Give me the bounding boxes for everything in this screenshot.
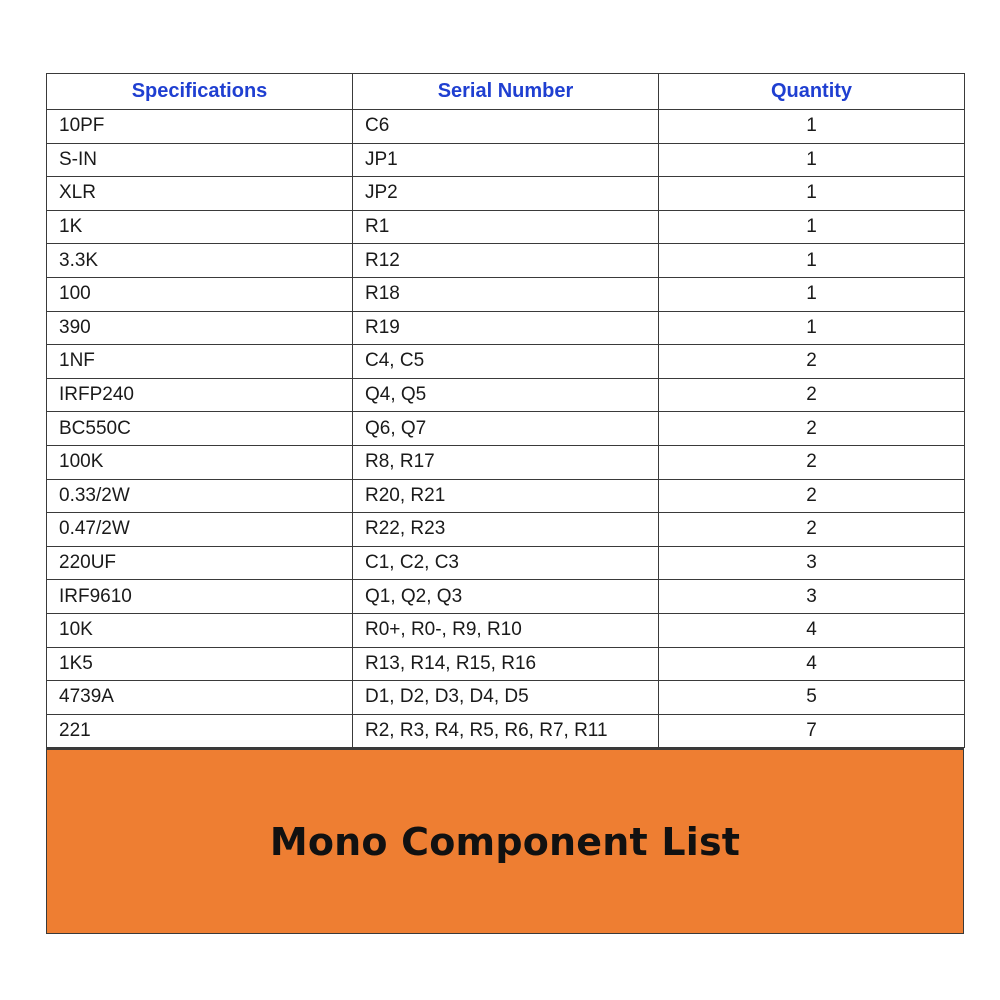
spec-cell: S-IN <box>47 143 353 177</box>
banner-title: Mono Component List <box>269 819 741 864</box>
quantity-cell: 1 <box>659 311 965 345</box>
quantity-cell: 2 <box>659 378 965 412</box>
quantity-cell: 3 <box>659 580 965 614</box>
serial-cell: D1, D2, D3, D4, D5 <box>353 681 659 715</box>
serial-cell: Q4, Q5 <box>353 378 659 412</box>
quantity-cell: 1 <box>659 110 965 144</box>
title-banner <box>46 748 964 934</box>
table-row <box>47 580 965 614</box>
quantity-cell: 1 <box>659 143 965 177</box>
quantity-cell: 2 <box>659 412 965 446</box>
table-header-row <box>47 74 965 110</box>
table-row <box>47 277 965 311</box>
header-quantity: Quantity <box>659 74 965 110</box>
table-row <box>47 681 965 715</box>
component-table <box>46 73 965 748</box>
quantity-cell: 4 <box>659 613 965 647</box>
quantity-cell: 7 <box>659 714 965 748</box>
table-row <box>47 513 965 547</box>
quantity-cell: 1 <box>659 177 965 211</box>
serial-cell: Q6, Q7 <box>353 412 659 446</box>
table-row <box>47 345 965 379</box>
quantity-cell: 1 <box>659 210 965 244</box>
table-row <box>47 412 965 446</box>
quantity-cell: 3 <box>659 546 965 580</box>
spec-cell: BC550C <box>47 412 353 446</box>
serial-cell: R1 <box>353 210 659 244</box>
spec-cell: IRFP240 <box>47 378 353 412</box>
spec-cell: 4739A <box>47 681 353 715</box>
table-row <box>47 714 965 748</box>
spec-cell: 1K <box>47 210 353 244</box>
quantity-cell: 1 <box>659 277 965 311</box>
header-serial-number: Serial Number <box>353 74 659 110</box>
serial-cell: R20, R21 <box>353 479 659 513</box>
table-row <box>47 647 965 681</box>
component-sheet <box>46 73 964 934</box>
quantity-cell: 2 <box>659 479 965 513</box>
serial-cell: C4, C5 <box>353 345 659 379</box>
serial-cell: C1, C2, C3 <box>353 546 659 580</box>
quantity-cell: 2 <box>659 445 965 479</box>
spec-cell: XLR <box>47 177 353 211</box>
spec-cell: 1K5 <box>47 647 353 681</box>
spec-cell: 0.33/2W <box>47 479 353 513</box>
table-row <box>47 479 965 513</box>
spec-cell: 0.47/2W <box>47 513 353 547</box>
table-row <box>47 613 965 647</box>
serial-cell: JP1 <box>353 143 659 177</box>
table-row <box>47 210 965 244</box>
table-row <box>47 378 965 412</box>
spec-cell: IRF9610 <box>47 580 353 614</box>
quantity-cell: 2 <box>659 345 965 379</box>
table-row <box>47 445 965 479</box>
serial-cell: R8, R17 <box>353 445 659 479</box>
spec-cell: 100 <box>47 277 353 311</box>
spec-cell: 10K <box>47 613 353 647</box>
serial-cell: R18 <box>353 277 659 311</box>
serial-cell: R19 <box>353 311 659 345</box>
table-row <box>47 546 965 580</box>
spec-cell: 221 <box>47 714 353 748</box>
quantity-cell: 4 <box>659 647 965 681</box>
serial-cell: R0+, R0-, R9, R10 <box>353 613 659 647</box>
table-row <box>47 177 965 211</box>
table-row <box>47 143 965 177</box>
serial-cell: Q1, Q2, Q3 <box>353 580 659 614</box>
header-specifications: Specifications <box>47 74 353 110</box>
spec-cell: 3.3K <box>47 244 353 278</box>
serial-cell: R22, R23 <box>353 513 659 547</box>
spec-cell: 390 <box>47 311 353 345</box>
serial-cell: R12 <box>353 244 659 278</box>
spec-cell: 100K <box>47 445 353 479</box>
serial-cell: R2, R3, R4, R5, R6, R7, R11 <box>353 714 659 748</box>
spec-cell: 1NF <box>47 345 353 379</box>
quantity-cell: 5 <box>659 681 965 715</box>
quantity-cell: 1 <box>659 244 965 278</box>
table-row <box>47 311 965 345</box>
serial-cell: JP2 <box>353 177 659 211</box>
quantity-cell: 2 <box>659 513 965 547</box>
table-row <box>47 244 965 278</box>
spec-cell: 220UF <box>47 546 353 580</box>
serial-cell: R13, R14, R15, R16 <box>353 647 659 681</box>
spec-cell: 10PF <box>47 110 353 144</box>
table-row <box>47 110 965 144</box>
serial-cell: C6 <box>353 110 659 144</box>
